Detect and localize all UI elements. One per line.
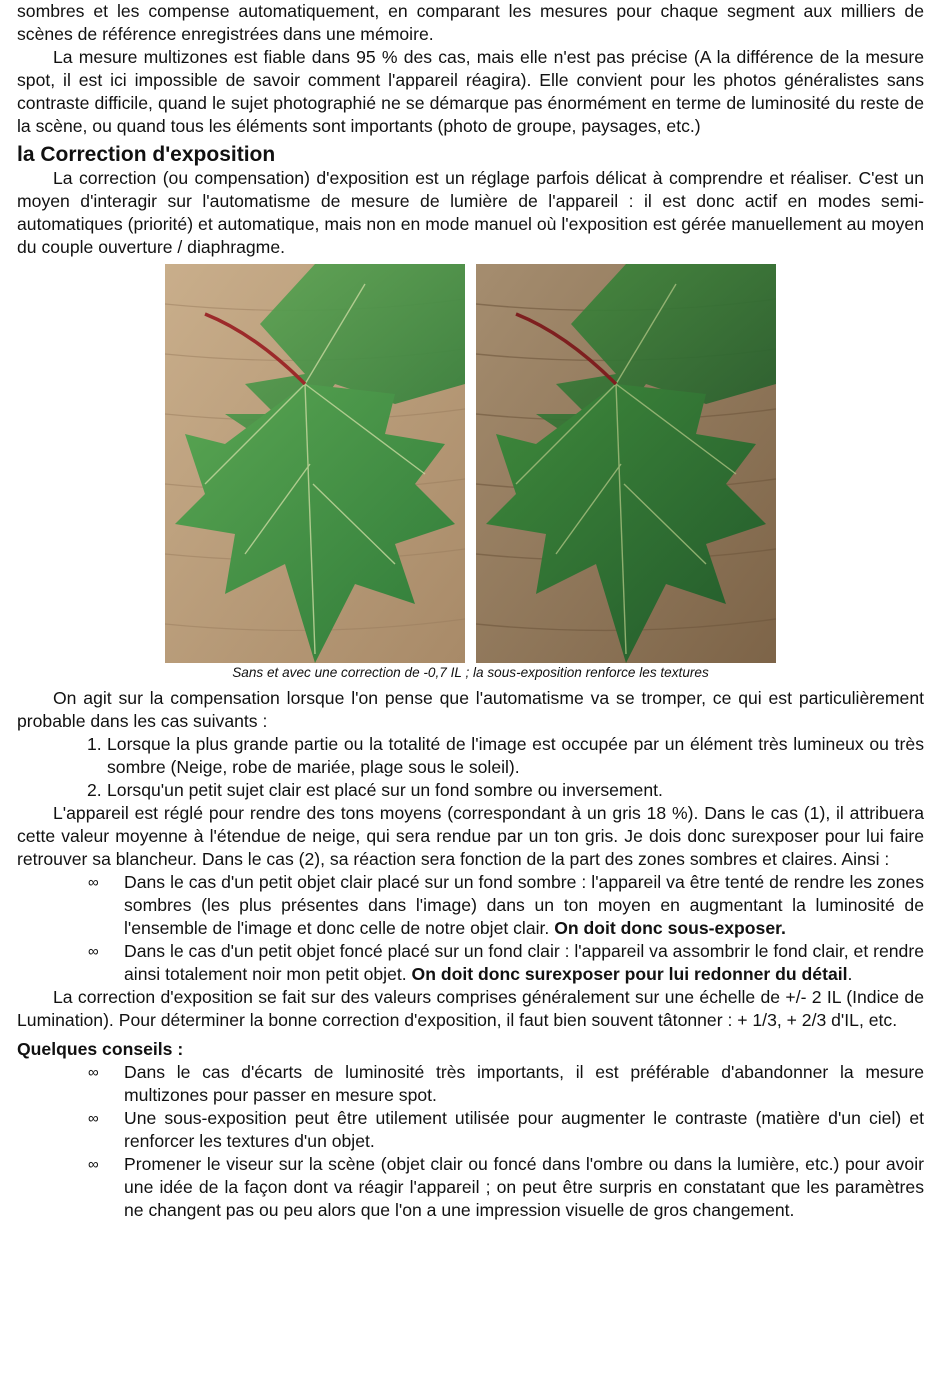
list-item: ∞ Promener le viseur sur la scène (objet clair ou foncé dans l'ombre ou dans la lumière, etc.) pour avoir une idée de la façon dont va réagir l'appareil ; on peut être surpris en constatant que les paramètres ne changent pas ou peu alors que l'on a une impression visuelle de gros changement. [88, 1154, 924, 1220]
section-paragraph-1: La correction (ou compensation) d'exposition est un réglage parfois délicat à comprendre et réaliser. C'est un moyen d'interagir sur l'automatisme de mesure de lumière de l'appareil : il est donc actif en modes semi-automatiques (priorité) et automatique, mais non en mode manuel où l'exposition est gérée manuellement au moyen du couple ouverture / diaphragme. [17, 168, 924, 257]
leaf-photo-underexposed [476, 264, 776, 663]
leaf-comparison-figure [17, 264, 924, 663]
list-item: ∞ Une sous-exposition peut être utilement utilisée pour augmenter le contraste (matière d'un ciel) et renforcer les textures d'un objet. [88, 1108, 924, 1151]
list-item: 2. Lorsqu'un petit sujet clair est placé sur un fond sombre ou inversement. [87, 780, 663, 800]
infinity-bullet-icon: ∞ [88, 874, 99, 891]
leaf-photo-normal [165, 264, 465, 663]
list-item: ∞ Dans le cas d'un petit objet foncé placé sur un fond clair : l'appareil va assombrir le fond clair, et rendre ainsi totalement noir mon petit objet. On doit donc surexposer pour lui redonner du détail. [88, 941, 924, 984]
intro-paragraph-1: sombres et les compense automatiquement, en comparant les mesures pour chaque segment aux milliers de scènes de référence enregistrées dans une mémoire. [17, 1, 924, 44]
list-item: ∞ Dans le cas d'un petit objet clair placé sur un fond sombre : l'appareil va être tenté de rendre les zones sombres (les plus présentes dans l'image) dans un ton moyen en augmentant la luminosité de l'ensemble de l'image et donc celle de notre objet clair. On doit donc sous-exposer. [88, 872, 924, 938]
cases-list [17, 733, 924, 802]
section-paragraph-4: La correction d'exposition se fait sur des valeurs comprises généralement sur une échelle de +/- 2 IL (Indice de Lumination). Pour déterminer la bonne correction d'exposition, il faut bien souvent tâtonner : + 1/3, + 2/3 d'IL, etc. [17, 987, 924, 1030]
cases-bullets [17, 871, 924, 986]
list-item: ∞ Dans le cas d'écarts de luminosité très importants, il est préférable d'abandonner la mesure multizones pour passer en mesure spot. [88, 1062, 924, 1105]
infinity-bullet-icon: ∞ [88, 1064, 99, 1081]
section-heading: la Correction d'exposition [17, 143, 276, 166]
list-item: 1. Lorsque la plus grande partie ou la totalité de l'image est occupée par un élément très lumineux ou très sombre (Neige, robe de mariée, plage sous le soleil). [87, 734, 924, 777]
infinity-bullet-icon: ∞ [88, 1110, 99, 1127]
infinity-bullet-icon: ∞ [88, 1156, 99, 1173]
tips-list [17, 1061, 924, 1222]
tips-heading: Quelques conseils : [17, 1039, 184, 1059]
intro-paragraph-2: La mesure multizones est fiable dans 95 % des cas, mais elle n'est pas précise (A la différence de la mesure spot, il est ici impossible de savoir comment l'appareil réagira). Elle convient pour les photos généralistes sans contraste difficile, quand le sujet photographié ne se démarque pas énormément en terme de luminosité du reste de la scène, ou quand tous les éléments sont importants (photo de groupe, paysages, etc.) [17, 47, 924, 136]
figure-caption: Sans et avec une correction de -0,7 IL ; la sous-exposition renforce les textures [232, 665, 709, 680]
section-paragraph-3: L'appareil est réglé pour rendre des tons moyens (correspondant à un gris 18 %). Dans le cas (1), il attribuera cette valeur moyenne à l'étendue de neige, qui sera rendue par un ton gris. Je dois donc surexposer pour lui faire retrouver sa blancheur. Dans le cas (2), sa réaction sera fonction de la part des zones sombres et claires. Ainsi : [17, 803, 924, 869]
section-paragraph-2: On agit sur la compensation lorsque l'on pense que l'automatisme va se tromper, ce qui est particulièrement probable dans les cas suivants : [17, 688, 924, 731]
infinity-bullet-icon: ∞ [88, 943, 99, 960]
